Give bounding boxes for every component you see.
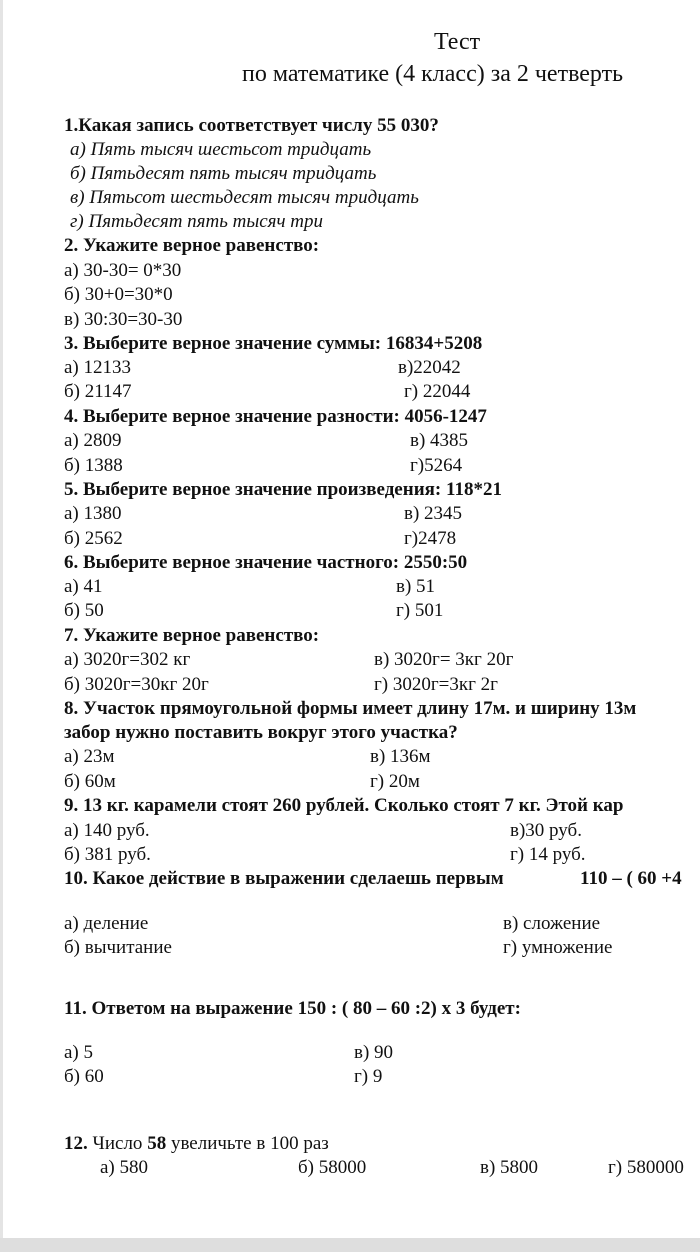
question-7-option-d: г) 3020г=3кг 2г [374,674,498,695]
question-2-option-a: а) 30-30= 0*30 [64,260,182,281]
question-12-option-d: г) 580000 [608,1157,684,1178]
question-11-option-d: г) 9 [354,1066,383,1087]
question-4-option-c: в) 4385 [410,430,469,451]
question-4-option-d: г)5264 [410,455,463,476]
question-9-option-c: в)30 руб. [510,820,582,841]
question-5-text: 5. Выберите верное значение произведения: 118*21 [64,479,502,500]
question-9-text: 9. 13 кг. карамели стоят 260 рублей. Сколько стоят 7 кг. Этой кар [64,795,624,816]
question-1-text: 1.Какая запись соответствует числу 55 030? [64,115,439,136]
question-12-option-b: б) 58000 [298,1157,367,1178]
question-8-text-continued: забор нужно поставить вокруг этого участка? [64,722,458,743]
question-11-option-c: в) 90 [354,1042,394,1063]
question-4-option-b: б) 1388 [64,455,123,476]
question-10-text: 10. Какое действие в выражении сделаешь первым [64,868,504,889]
question-10-option-d: г) умножение [503,937,613,958]
question-3-option-c: в)22042 [398,357,461,378]
question-1-option-c: в) Пятьсот шестьдесят тысяч тридцать [70,187,419,208]
question-7-option-b: б) 3020г=30кг 20г [64,674,209,695]
question-2-text: 2. Укажите верное равенство: [64,235,320,256]
page-subtitle: по математике (4 класс) за 2 четверть [242,61,624,87]
question-6-text: 6. Выберите верное значение частного: 2550:50 [64,552,468,573]
question-6-option-c: в) 51 [396,576,436,597]
question-11-text: 11. Ответом на выражение 150 : ( 80 – 60 :2) х 3 будет: [64,998,521,1019]
question-12-number: 12. [64,1133,93,1154]
question-8-option-c: в) 136м [370,746,431,767]
page-bottom-edge [0,1238,700,1252]
question-9-option-b: б) 381 руб. [64,844,151,865]
question-9-option-a: а) 140 руб. [64,820,150,841]
question-2-option-b: б) 30+0=30*0 [64,284,173,305]
question-11-option-b: б) 60 [64,1066,104,1087]
question-5-option-c: в) 2345 [404,503,463,524]
question-7-option-c: в) 3020г= 3кг 20г [374,649,514,670]
question-10-option-a: а) деление [64,913,149,934]
question-1-option-d: г) Пятьдесят пять тысяч три [70,211,324,232]
question-3-option-b: б) 21147 [64,381,132,402]
question-3-text: 3. Выберите верное значение суммы: 16834+5208 [64,333,483,354]
question-11-option-a: а) 5 [64,1042,94,1063]
question-3-option-a: а) 12133 [64,357,132,378]
question-6-option-b: б) 50 [64,600,104,621]
question-5-option-b: б) 2562 [64,528,123,549]
question-3-option-d: г) 22044 [404,381,471,402]
question-12-option-a: а) 580 [100,1157,149,1178]
question-10-option-b: б) вычитание [64,937,172,958]
question-12-value: 58 [147,1133,167,1154]
question-8-option-d: г) 20м [370,771,420,792]
question-4-option-a: а) 2809 [64,430,122,451]
question-10-option-c: в) сложение [503,913,601,934]
question-8-option-b: б) 60м [64,771,116,792]
question-6-option-d: г) 501 [396,600,444,621]
question-5-option-a: а) 1380 [64,503,122,524]
question-1-option-a: а) Пять тысяч шестьсот тридцать [70,139,372,160]
question-7-option-a: а) 3020г=302 кг [64,649,191,670]
question-12-rest: увеличьте в 100 раз [166,1133,329,1154]
question-4-text: 4. Выберите верное значение разности: 4056-1247 [64,406,487,427]
question-7-text: 7. Укажите верное равенство: [64,625,320,646]
question-9-option-d: г) 14 руб. [510,844,586,865]
question-12-text [64,1133,329,1155]
question-6-option-a: а) 41 [64,576,103,597]
question-8-option-a: а) 23м [64,746,115,767]
question-12-option-c: в) 5800 [480,1157,539,1178]
question-2-option-c: в) 30:30=30-30 [64,309,183,330]
question-8-text: 8. Участок прямоугольной формы имеет длину 17м. и ширину 13м [64,698,637,719]
question-5-option-d: г)2478 [404,528,457,549]
page-title: Тест [434,29,481,55]
question-1-option-b: б) Пятьдесят пять тысяч тридцать [70,163,377,184]
page-left-edge [0,0,3,1252]
question-12-word: Число [92,1133,148,1154]
question-10-expression: 110 – ( 60 +4 [580,868,682,889]
